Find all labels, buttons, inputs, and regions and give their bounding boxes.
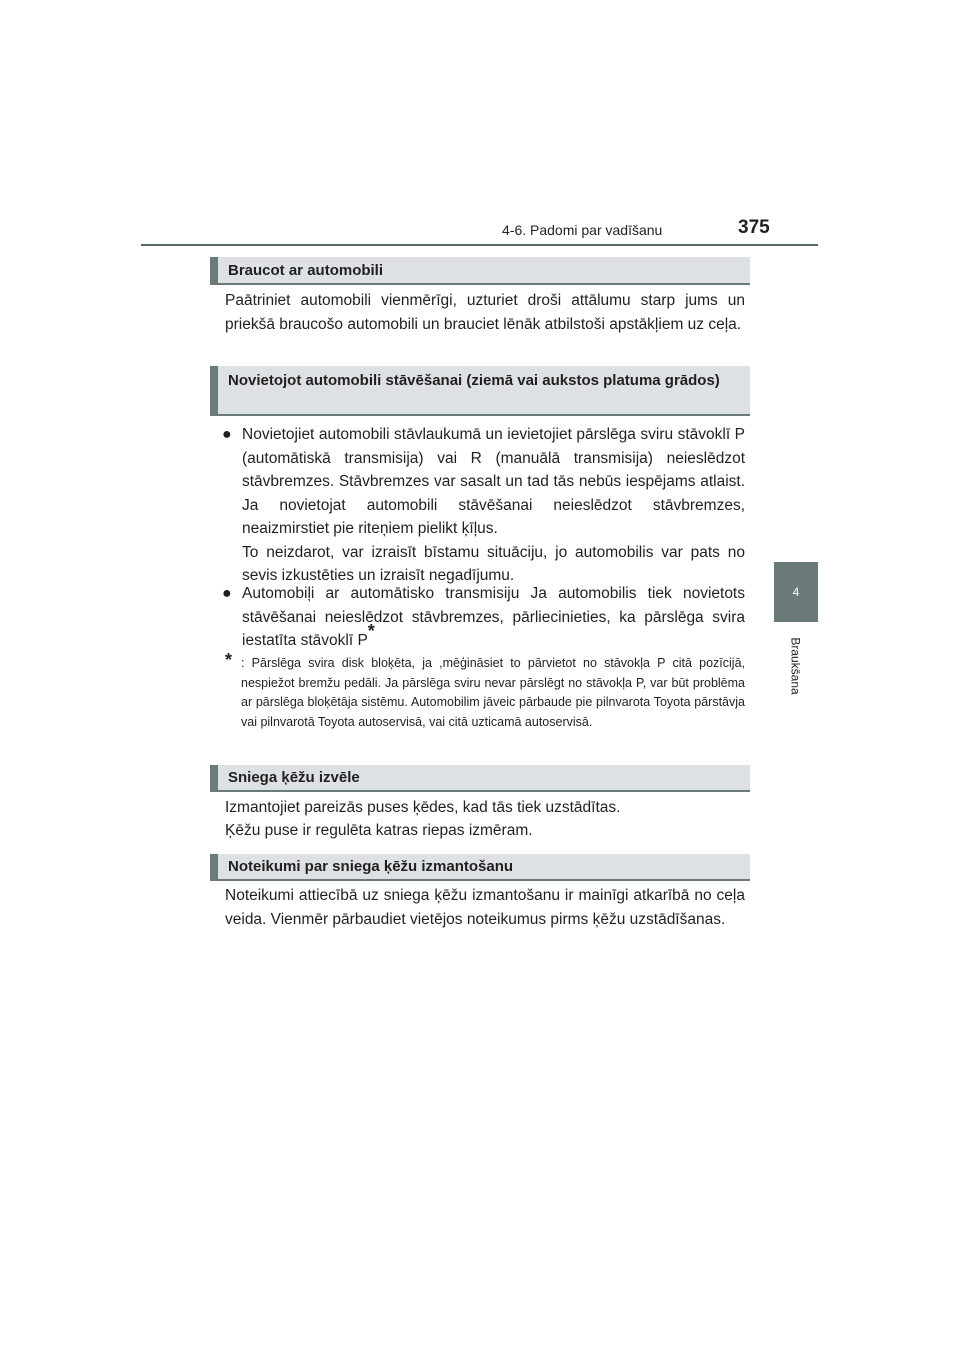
footnote-star: *	[225, 650, 233, 670]
bullet-text: Novietojiet automobili stāvlaukumā un ievietojiet pārslēga sviru stāvoklī P (automātiskā transmisija) vai R (manuālā transmisija) neieslēdzot stāvbremzes. Stāvbremzes var sasalt un tad tās nebūs iespējams atlaist. Ja novietojat automobili stāvēšanai neieslēdzot stāvbremzes, neaizmirstiet pie riteņiem pielikt ķīļus.	[242, 426, 745, 537]
bullet-subtext: To neizdarot, var izraisīt bīstamu situāciju, jo automobilis var pats no sevis izkustēties un izraisīt negadījumu.	[242, 543, 745, 584]
section-heading-parking	[210, 366, 750, 416]
section-heading-text: Noteikumi par sniega ķēžu izmantošanu	[228, 858, 514, 875]
chapter-number: 4	[792, 585, 800, 599]
chapter-tab	[774, 562, 818, 622]
section-heading-chain-selection	[210, 765, 750, 792]
chain-selection-line-2: Ķēžu puse ir regulēta katras riepas izmēram.	[225, 822, 533, 839]
bullet-icon: ●	[222, 426, 232, 443]
bullet-text-main: Automobiļi ar automātisko transmisiju Ja automobilis tiek novietots stāvēšanai neieslēdzot stāvbremzes, pārliecinieties, ka pārslēga svira iestatīta stāvoklī P	[242, 585, 745, 649]
section-heading-driving	[210, 257, 750, 285]
section-heading-text: Sniega ķēžu izvēle	[228, 769, 360, 786]
section-heading-chain-rules	[210, 854, 750, 881]
bullet-icon: ●	[222, 585, 232, 602]
section-heading-text: Braucot ar automobili	[228, 261, 384, 279]
footnote-text: : Pārslēga svira disk bloķēta, ja ,mēģināsiet to pārvietot no stāvokļa P citā pozīcijā, nespiežot bremžu pedāli. Ja pārslēga sviru nevar pārslēgt no stāvokļa P, var būt problēma ar pārslēga bloķētāja sistēmu. Automobilim jāveic pārbaude pie pilnvarota Toyota pārstāvja vai pilnvarotā Toyota autoservisā, vai citā uzticamā autoservisā.	[241, 656, 745, 729]
parking-bullet-1	[212, 423, 745, 588]
chain-rules-paragraph: Noteikumi attiecībā uz sniega ķēžu izmantošanu ir mainīgi atkarībā no ceļa veida. Vienmēr pārbaudiet vietējos noteikumus pirms ķēžu uzstādīšanas.	[225, 887, 745, 928]
parking-footnote	[225, 650, 745, 732]
header-section-title: 4-6. Padomi par vadīšanu	[502, 222, 663, 238]
section-heading-text: Novietojot automobili stāvēšanai (ziemā vai aukstos platuma grādos)	[228, 372, 720, 389]
chain-selection-line-1: Izmantojiet pareizās puses ķēdes, kad tās tiek uzstādītas.	[225, 799, 621, 816]
driving-paragraph: Paātriniet automobili vienmērīgi, uzturiet droši attālumu starp jums un priekšā braucošo automobili un brauciet lēnāk atbilstoši apstākļiem uz ceļa.	[225, 292, 745, 333]
page-number: 375	[738, 217, 770, 238]
parking-bullet-2	[212, 582, 745, 653]
bullet-text	[242, 582, 745, 653]
header-divider	[141, 244, 818, 246]
chapter-label	[770, 632, 822, 700]
footnote-marker: *	[367, 620, 375, 641]
chapter-label-text: Braukšana	[789, 637, 803, 695]
